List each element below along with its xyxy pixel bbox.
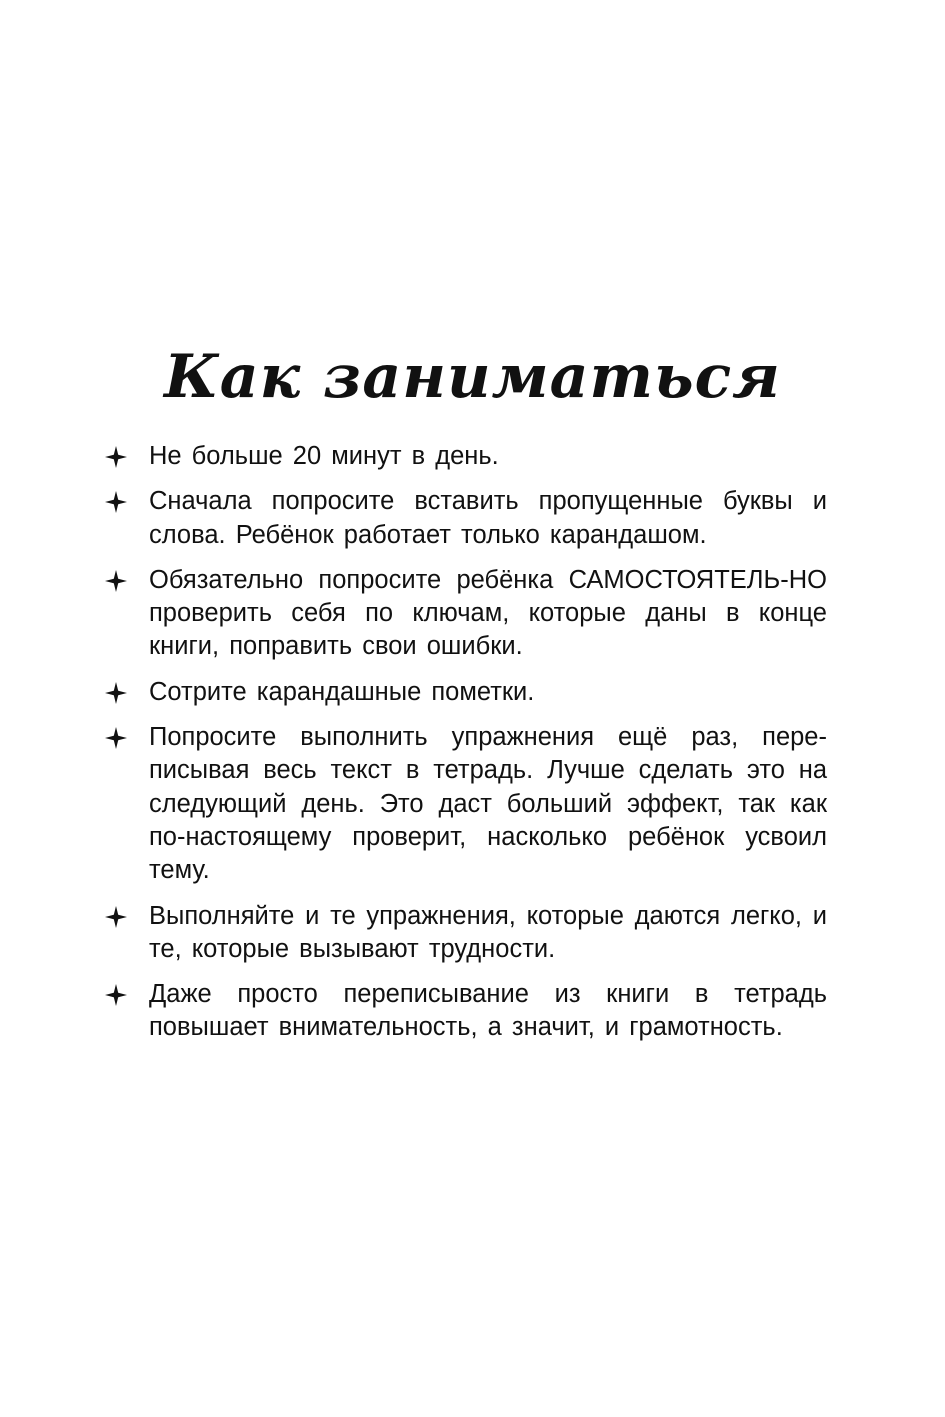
four-point-star-icon (105, 984, 127, 1006)
tip-text: Попросите выполнить упражнения ещё раз, переписывая весь текст в тетрадь. Лучше сделать это на следующий день. Это даст больший эффект, так как по-настоящему проверит, насколько ребёнок усвоил тему. (149, 723, 827, 885)
list-item (105, 564, 827, 664)
list-item (105, 721, 827, 887)
tip-text: Сначала попросите вставить пропущенные буквы и слова. Ребёнок работает только карандашом. (149, 487, 827, 549)
tips-list (105, 440, 827, 1057)
four-point-star-icon (105, 727, 127, 749)
four-point-star-icon (105, 446, 127, 468)
list-item (105, 440, 827, 473)
four-point-star-icon (105, 682, 127, 704)
four-point-star-icon (105, 906, 127, 928)
four-point-star-icon (105, 491, 127, 513)
four-point-star-icon (105, 570, 127, 592)
tip-text: Выполняйте и те упражнения, которые даются легко, и те, которые вызывают трудности. (149, 901, 827, 963)
list-item (105, 900, 827, 967)
tip-text: Даже просто переписывание из книги в тетрадь повышает внимательность, а значит, и грамотность. (149, 980, 827, 1042)
list-item (105, 676, 827, 709)
tip-text: Обязательно попросите ребёнка САМОСТОЯТЕЛЬ-НО проверить себя по ключам, которые даны в конце книги, поправить свои ошибки. (149, 565, 827, 661)
tip-text: Не больше 20 минут в день. (149, 442, 499, 470)
tip-text: Сотрите карандашные пометки. (149, 677, 535, 706)
page-title: Как заниматься (164, 342, 781, 413)
list-item (105, 978, 827, 1045)
list-item (105, 485, 827, 552)
